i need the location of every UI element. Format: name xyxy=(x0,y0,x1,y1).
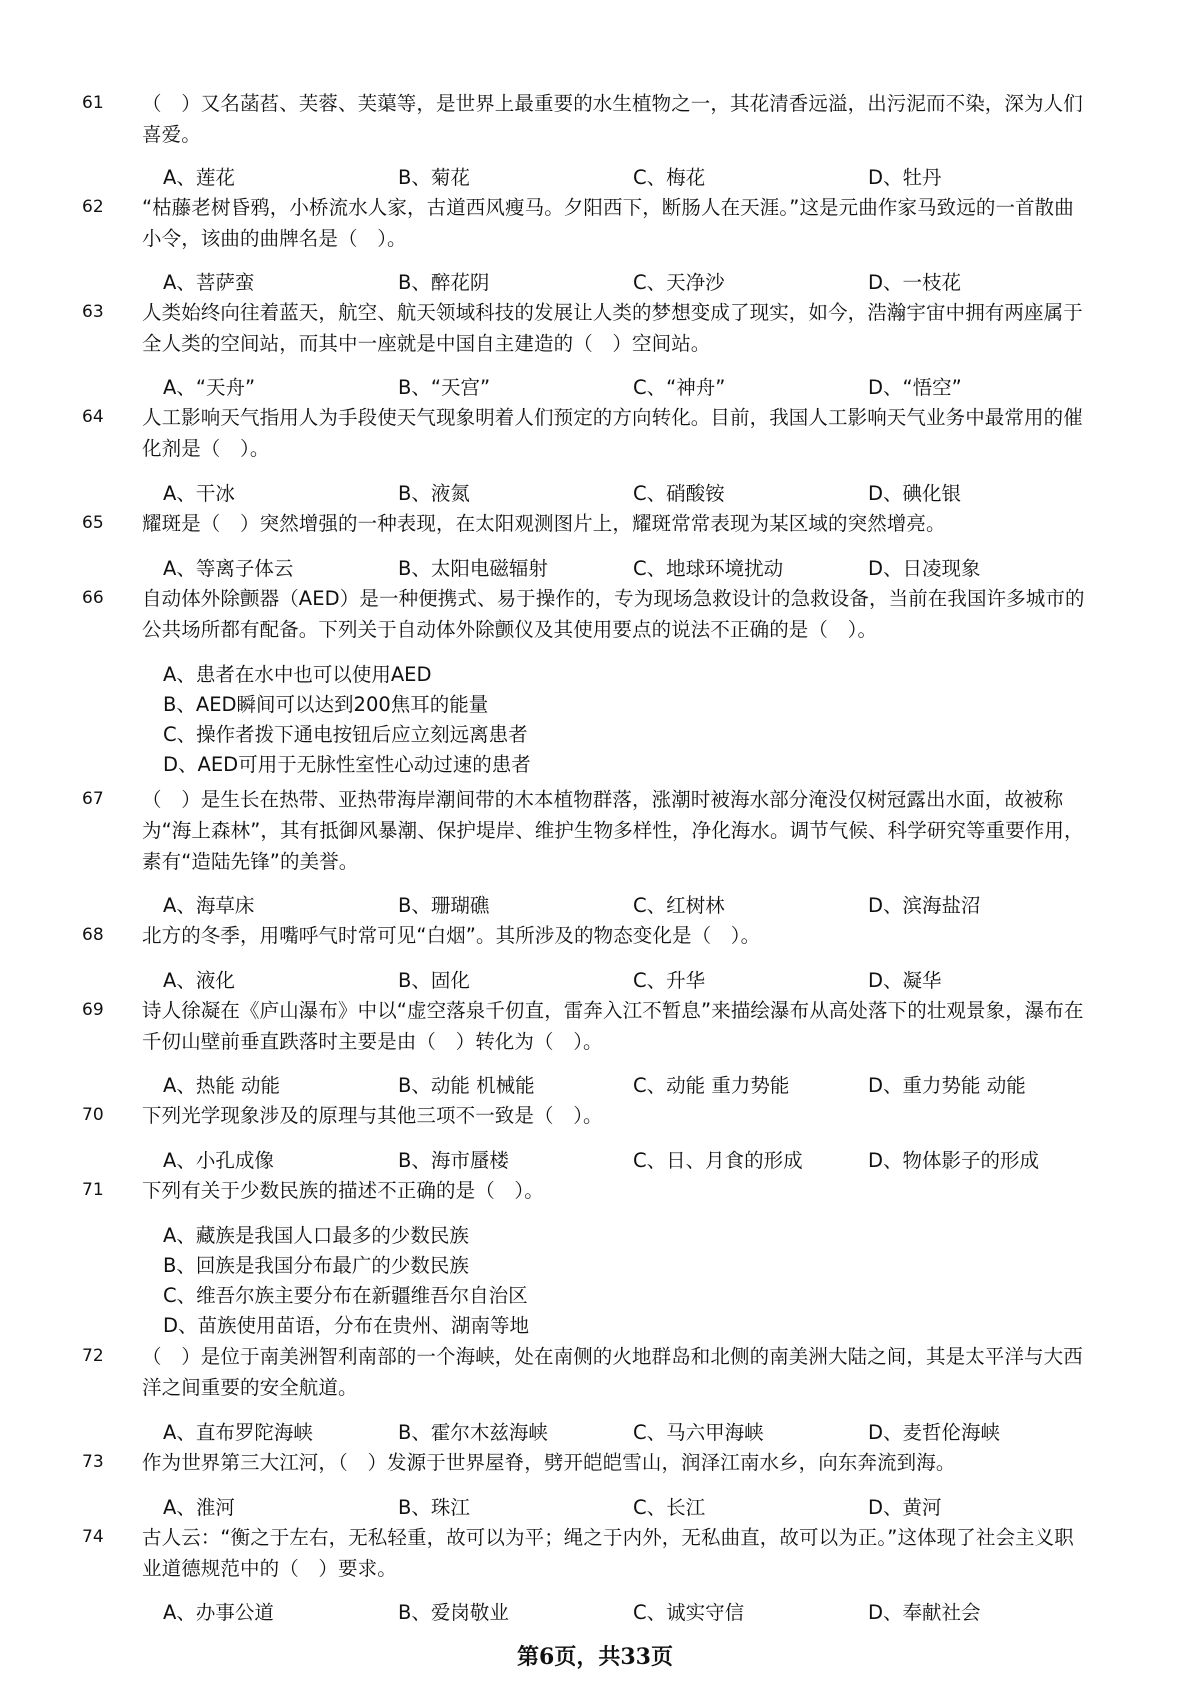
question-number: 61 xyxy=(82,93,104,113)
option-a: A、淮河 xyxy=(163,1496,235,1519)
option-a: A、藏族是我国人口最多的少数民族 xyxy=(163,1224,469,1247)
option-c: C、马六甲海峡 xyxy=(633,1421,764,1444)
option-c: C、诚实守信 xyxy=(633,1601,745,1624)
question-stem: （ ）是位于南美洲智利南部的一个海峡，处在南侧的火地群岛和北侧的南美洲大陆之间，其是太平洋与大西洋之间重要的安全航道。 xyxy=(142,1345,1083,1399)
option-b: B、醉花阴 xyxy=(398,271,490,294)
option-b: B、菊花 xyxy=(398,166,470,189)
option-a: A、等离子体云 xyxy=(163,557,294,580)
options-row xyxy=(163,268,1103,298)
option-b: B、霍尔木兹海峡 xyxy=(398,1421,548,1444)
option-a: A、直布罗陀海峡 xyxy=(163,1421,313,1444)
option-b: B、海市蜃楼 xyxy=(398,1149,509,1172)
options-row xyxy=(163,163,1103,193)
options-row xyxy=(163,1493,1103,1523)
option-d: D、麦哲伦海峡 xyxy=(868,1421,1001,1444)
question-number: 62 xyxy=(82,197,104,217)
option-b: B、爱岗敬业 xyxy=(398,1601,509,1624)
option-b: B、液氮 xyxy=(398,482,470,505)
question-number: 70 xyxy=(82,1105,104,1125)
question-number: 73 xyxy=(82,1452,104,1472)
option-b: B、AED瞬间可以达到200焦耳的能量 xyxy=(163,693,489,716)
question-stem: （ ）是生长在热带、亚热带海岸潮间带的木本植物群落，涨潮时被海水部分淹没仅树冠露出水面，故被称为“海上森林”，其有抵御风暴潮、保护堤岸、维护生物多样性，净化海水。调节气候、科学研究等重要作用，素有“造陆先锋”的美誉。 xyxy=(142,788,1084,873)
option-a: A、小孔成像 xyxy=(163,1149,274,1172)
options-row xyxy=(163,1598,1103,1628)
option-c: C、硝酸铵 xyxy=(633,482,725,505)
option-c: C、地球环境扰动 xyxy=(633,557,784,580)
options-row xyxy=(163,479,1103,509)
options-row xyxy=(163,1071,1103,1101)
question-number: 67 xyxy=(82,789,104,809)
options-row xyxy=(163,966,1103,996)
question-number: 66 xyxy=(82,588,104,608)
options-column xyxy=(163,1221,1103,1341)
option-c: C、天净沙 xyxy=(633,271,725,294)
option-d: D、苗族使用苗语，分布在贵州、湖南等地 xyxy=(163,1314,530,1337)
option-a: A、热能 动能 xyxy=(163,1074,281,1097)
option-b: B、“天宫” xyxy=(398,376,491,399)
option-d: D、日凌现象 xyxy=(868,557,981,580)
option-c: C、动能 重力势能 xyxy=(633,1074,790,1097)
question-stem: “枯藤老树昏鸦，小桥流水人家，古道西风瘦马。夕阳西下，断肠人在天涯。”这是元曲作家马致远的一首散曲小令，该曲的曲牌名是（ ）。 xyxy=(142,196,1074,250)
question-stem: 北方的冬季，用嘴呼气时常可见“白烟”。其所涉及的物态变化是（ ）。 xyxy=(142,924,761,947)
options-column xyxy=(163,660,1103,780)
options-row xyxy=(163,891,1103,921)
option-c: C、“神舟” xyxy=(633,376,726,399)
option-d: D、“悟空” xyxy=(868,376,962,399)
option-d: D、重力势能 动能 xyxy=(868,1074,1026,1097)
question-number: 63 xyxy=(82,302,104,322)
option-c: C、梅花 xyxy=(633,166,706,189)
option-b: B、珠江 xyxy=(398,1496,470,1519)
question-number: 69 xyxy=(82,1000,104,1020)
option-a: A、莲花 xyxy=(163,166,235,189)
option-d: D、一枝花 xyxy=(868,271,962,294)
page-footer: 第6页，共33页 xyxy=(517,1644,673,1670)
option-a: A、办事公道 xyxy=(163,1601,274,1624)
option-c: C、日、月食的形成 xyxy=(633,1149,803,1172)
question-stem: 诗人徐凝在《庐山瀑布》中以“虚空落泉千仞直，雷奔入江不暂息”来描绘瀑布从高处落下的壮观景象，瀑布在千仞山壁前垂直跌落时主要是由（ ）转化为（ ）。 xyxy=(142,999,1084,1053)
option-c: C、升华 xyxy=(633,969,706,992)
question-stem: 人类始终向往着蓝天，航空、航天领域科技的发展让人类的梦想变成了现实，如今，浩瀚宇宙中拥有两座属于全人类的空间站，而其中一座就是中国自主建造的（ ）空间站。 xyxy=(142,301,1083,355)
question-stem: 下列光学现象涉及的原理与其他三项不一致是（ ）。 xyxy=(142,1104,603,1127)
option-d: D、AED可用于无脉性室性心动过速的患者 xyxy=(163,753,531,776)
options-row xyxy=(163,554,1103,584)
option-c: C、操作者拨下通电按钮后应立刻远离患者 xyxy=(163,723,528,746)
question-stem: 人工影响天气指用人为手段使天气现象明着人们预定的方向转化。目前，我国人工影响天气业务中最常用的催化剂是（ ）。 xyxy=(142,406,1083,460)
option-b: B、太阳电磁辐射 xyxy=(398,557,548,580)
question-stem: 作为世界第三大江河，（ ）发源于世界屋脊，劈开皑皑雪山，润泽江南水乡，向东奔流到海。 xyxy=(142,1451,956,1474)
question-stem: 古人云：“衡之于左右，无私轻重，故可以为平；绳之于内外，无私曲直，故可以为正。”这体现了社会主义职业道德规范中的（ ）要求。 xyxy=(142,1526,1074,1580)
option-d: D、滨海盐沼 xyxy=(868,894,981,917)
options-row xyxy=(163,1418,1103,1448)
question-stem: 自动体外除颤器（AED）是一种便携式、易于操作的，专为现场急救设计的急救设备，当前在我国许多城市的公共场所都有配备。下列关于自动体外除颤仪及其使用要点的说法不正确的是（ ）。 xyxy=(142,587,1085,641)
option-b: B、动能 机械能 xyxy=(398,1074,535,1097)
option-c: C、红树林 xyxy=(633,894,725,917)
option-d: D、奉献社会 xyxy=(868,1601,981,1624)
option-d: D、黄河 xyxy=(868,1496,942,1519)
question-stem: （ ）又名菡萏、芙蓉、芙蕖等，是世界上最重要的水生植物之一，其花清香远溢，出污泥而不染，深为人们喜爱。 xyxy=(142,92,1083,146)
option-d: D、碘化银 xyxy=(868,482,962,505)
question-number: 74 xyxy=(82,1527,104,1547)
option-c: C、维吾尔族主要分布在新疆维吾尔自治区 xyxy=(163,1284,528,1307)
option-b: B、珊瑚礁 xyxy=(398,894,490,917)
option-a: A、菩萨蛮 xyxy=(163,271,255,294)
question-number: 68 xyxy=(82,925,104,945)
option-d: D、物体影子的形成 xyxy=(868,1149,1040,1172)
option-b: B、回族是我国分布最广的少数民族 xyxy=(163,1254,469,1277)
options-row xyxy=(163,373,1103,403)
option-b: B、固化 xyxy=(398,969,470,992)
options-row xyxy=(163,1146,1103,1176)
question-stem: 耀斑是（ ）突然增强的一种表现，在太阳观测图片上，耀斑常常表现为某区域的突然增亮。 xyxy=(142,512,946,535)
option-a: A、患者在水中也可以使用AED xyxy=(163,663,432,686)
option-d: D、牡丹 xyxy=(868,166,942,189)
option-a: A、干冰 xyxy=(163,482,235,505)
option-c: C、长江 xyxy=(633,1496,706,1519)
question-stem: 下列有关于少数民族的描述不正确的是（ ）。 xyxy=(142,1179,544,1202)
question-number: 71 xyxy=(82,1180,104,1200)
question-number: 65 xyxy=(82,513,104,533)
option-a: A、“天舟” xyxy=(163,376,256,399)
option-d: D、凝华 xyxy=(868,969,942,992)
question-number: 72 xyxy=(82,1346,104,1366)
option-a: A、海草床 xyxy=(163,894,255,917)
question-number: 64 xyxy=(82,407,104,427)
option-a: A、液化 xyxy=(163,969,235,992)
